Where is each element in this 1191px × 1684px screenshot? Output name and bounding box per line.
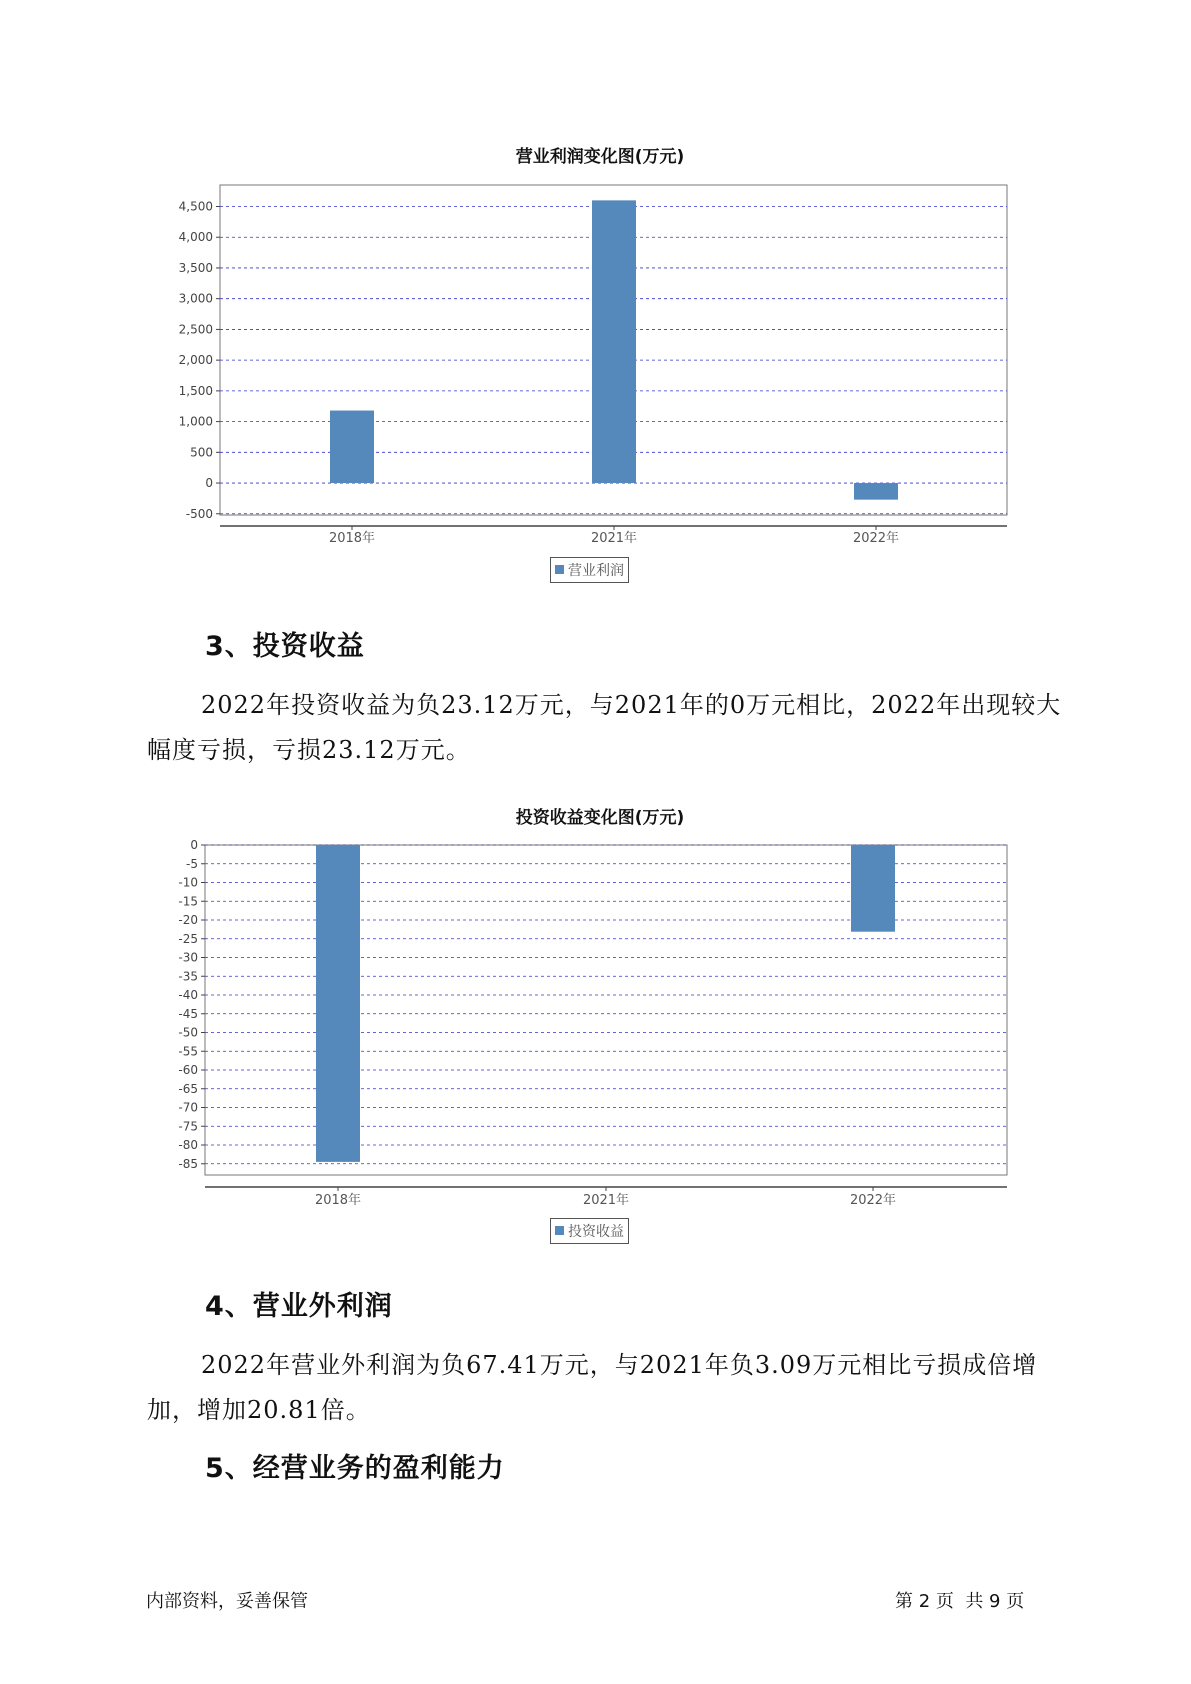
y-tick-label: -40 [178, 988, 198, 1002]
legend-swatch [555, 1226, 564, 1235]
y-tick-label: -35 [178, 969, 198, 984]
y-tick-label: -10 [178, 875, 198, 890]
x-tick-label: 2018年 [314, 1193, 362, 1208]
chart2-legend [550, 1218, 629, 1244]
y-tick-label: 500 [190, 445, 213, 460]
footer-note: 内部资料，妥善保管 [146, 1591, 308, 1612]
section5-heading: 5、经营业务的盈利能力 [205, 1453, 505, 1484]
y-tick-label: -30 [178, 950, 198, 965]
y-tick-label: -5 [186, 856, 198, 871]
y-tick-label: 1,500 [178, 383, 213, 398]
chart2-title: 投资收益变化图(万元) [515, 808, 685, 828]
chart2-legend-label: 投资收益 [568, 1224, 624, 1240]
y-tick-label: 1,000 [178, 414, 213, 429]
y-tick-label: -75 [178, 1119, 198, 1134]
y-tick-label: 2,000 [178, 353, 213, 368]
y-tick-label: -65 [178, 1081, 198, 1096]
y-tick-label: -500 [185, 506, 213, 521]
y-tick-label: 2,500 [178, 322, 213, 337]
y-tick-label: -15 [178, 894, 198, 909]
y-tick-label: -70 [178, 1100, 198, 1115]
y-tick-label: -25 [178, 931, 198, 946]
plot-area [205, 845, 1007, 1175]
y-tick-label: 3,000 [178, 291, 213, 306]
bar-2018 [330, 411, 374, 484]
x-tick-label: 2018年 [328, 531, 376, 546]
y-tick-label: -85 [178, 1156, 198, 1171]
chart1-legend [550, 557, 629, 583]
x-tick-label: 2022年 [852, 531, 900, 546]
y-tick-label: 4,500 [178, 199, 213, 214]
section4-paragraph: 2022年营业外利润为负67.41万元，与2021年负3.09万元相比亏损成倍增加，增加20.81倍。 [147, 1351, 1038, 1424]
footer-page-number: 第 2 页 共 9 页 [895, 1591, 1025, 1612]
y-tick-label: -55 [178, 1044, 198, 1059]
bar-2022 [854, 483, 898, 500]
y-tick-label: -20 [178, 913, 198, 927]
x-tick-label: 2021年 [590, 531, 638, 546]
y-tick-label: 3,500 [178, 260, 213, 275]
chart1-legend-label: 营业利润 [568, 563, 624, 579]
y-tick-label: -60 [178, 1063, 198, 1077]
y-tick-label: -50 [178, 1025, 198, 1040]
y-tick-label: 0 [190, 838, 198, 852]
legend-swatch [555, 565, 564, 574]
x-tick-label: 2021年 [582, 1193, 630, 1208]
section3-paragraph: 2022年投资收益为负23.12万元，与2021年的0万元相比，2022年出现较大幅度亏损，亏损23.12万元。 [147, 691, 1062, 764]
chart1-operating-profit [0, 0, 1191, 560]
y-tick-label: -45 [178, 1006, 198, 1021]
y-tick-label: 4,000 [178, 230, 213, 245]
bar-2022 [851, 845, 895, 932]
chart1-title: 营业利润变化图(万元) [515, 147, 685, 167]
bar-2021 [592, 200, 636, 483]
x-tick-label: 2022年 [849, 1193, 897, 1208]
y-tick-label: -80 [178, 1138, 198, 1152]
section4-heading: 4、营业外利润 [205, 1291, 393, 1322]
bar-2018 [316, 845, 360, 1162]
y-tick-label: 0 [205, 476, 213, 491]
section3-heading: 3、投资收益 [205, 631, 365, 662]
